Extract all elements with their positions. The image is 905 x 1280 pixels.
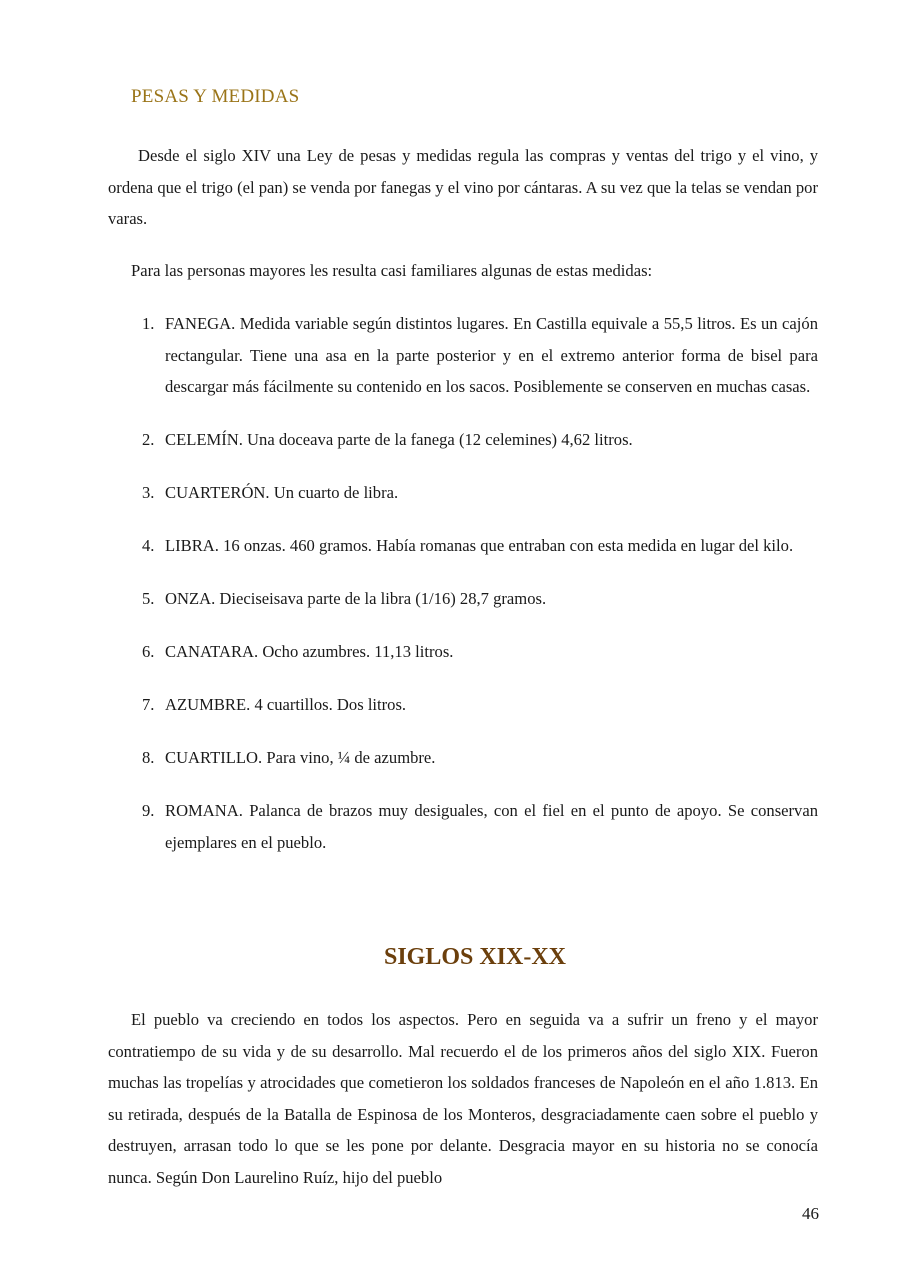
- list-item-number: 2.: [142, 430, 155, 449]
- measures-list: [108, 308, 818, 880]
- list-item-text: 16 onzas. 460 gramos. Había romanas que entraban con esta medida en lugar del kilo.: [223, 536, 794, 555]
- list-item-number: 3.: [142, 483, 155, 502]
- list-item-term: CUARTERÓN.: [165, 483, 270, 502]
- list-item-term: ROMANA.: [165, 801, 243, 820]
- list-item-term: LIBRA.: [165, 536, 219, 555]
- list-item-text: Una doceava parte de la fanega (12 celemines) 4,62 litros.: [247, 430, 633, 449]
- list-item: [108, 308, 818, 403]
- list-item-text: Ocho azumbres. 11,13 litros.: [262, 642, 454, 661]
- list-item-term: FANEGA.: [165, 314, 236, 333]
- list-item-term: ONZA.: [165, 589, 216, 608]
- list-item: [108, 530, 818, 562]
- list-item-number: 4.: [142, 536, 155, 555]
- list-item: [108, 795, 818, 858]
- lead-paragraph: Para las personas mayores les resulta casi familiares algunas de estas medidas:: [131, 261, 653, 280]
- list-item-number: 6.: [142, 642, 155, 661]
- list-item-number: 5.: [142, 589, 155, 608]
- list-item: [108, 742, 818, 774]
- list-item-number: 8.: [142, 748, 155, 767]
- intro-paragraph: Desde el siglo XIV una Ley de pesas y medidas regula las compras y ventas del trigo y el vino, y ordena que el trigo (el pan) se venda por fanegas y el vino por cántaras. A su vez que la telas se vendan por varas.: [108, 146, 818, 228]
- list-item-text: Para vino, ¼ de azumbre.: [266, 748, 436, 767]
- list-item-term: CANATARA.: [165, 642, 259, 661]
- list-item-text: Dieciseisava parte de la libra (1/16) 28,7 gramos.: [219, 589, 547, 608]
- closing-paragraph: El pueblo va creciendo en todos los aspectos. Pero en seguida va a sufrir un freno y el mayor contratiempo de su vida y de su desarrollo. Mal recuerdo el de los primeros años del siglo XIX. Fueron muchas las tropelías y atrocidades que cometieron los soldados franceses de Napoleón en el año 1.813. En su retirada, después de la Batalla de Espinosa de los Monteros, desgraciadamente caen sobre el pueblo y destruyen, arrasan todo lo que se les pone por delante. Desgracia mayor en su historia no se conocía nunca. Según Don Laurelino Ruíz, hijo del pueblo: [108, 1010, 818, 1187]
- list-item-number: 9.: [142, 801, 155, 820]
- section-title: PESAS Y MEDIDAS: [131, 86, 300, 107]
- chapter-title: SIGLOS XIX-XX: [383, 944, 567, 970]
- list-item: [108, 583, 818, 615]
- list-item-text: Medida variable según distintos lugares. En Castilla equivale a 55,5 litros. Es un cajón rectangular. Tiene una asa en la parte posterior y en el extremo anterior forma de bisel para descargar más fácilmente su contenido en los sacos. Posiblemente se conserven en muchas casas.: [165, 314, 818, 396]
- list-item-term: CUARTILLO.: [165, 748, 263, 767]
- list-item: [108, 636, 818, 668]
- list-item-term: CELEMÍN.: [165, 430, 243, 449]
- list-item-text: Palanca de brazos muy desiguales, con el fiel en el punto de apoyo. Se conservan ejemplares en el pueblo.: [165, 801, 818, 852]
- list-item-text: Un cuarto de libra.: [273, 483, 399, 502]
- list-item: [108, 477, 818, 509]
- page-number: 46: [802, 1204, 819, 1223]
- list-item: [108, 424, 818, 456]
- list-item: [108, 689, 818, 721]
- list-item-number: 7.: [142, 695, 155, 714]
- list-item-text: 4 cuartillos. Dos litros.: [254, 695, 407, 714]
- list-item-number: 1.: [142, 314, 155, 333]
- list-item-term: AZUMBRE.: [165, 695, 251, 714]
